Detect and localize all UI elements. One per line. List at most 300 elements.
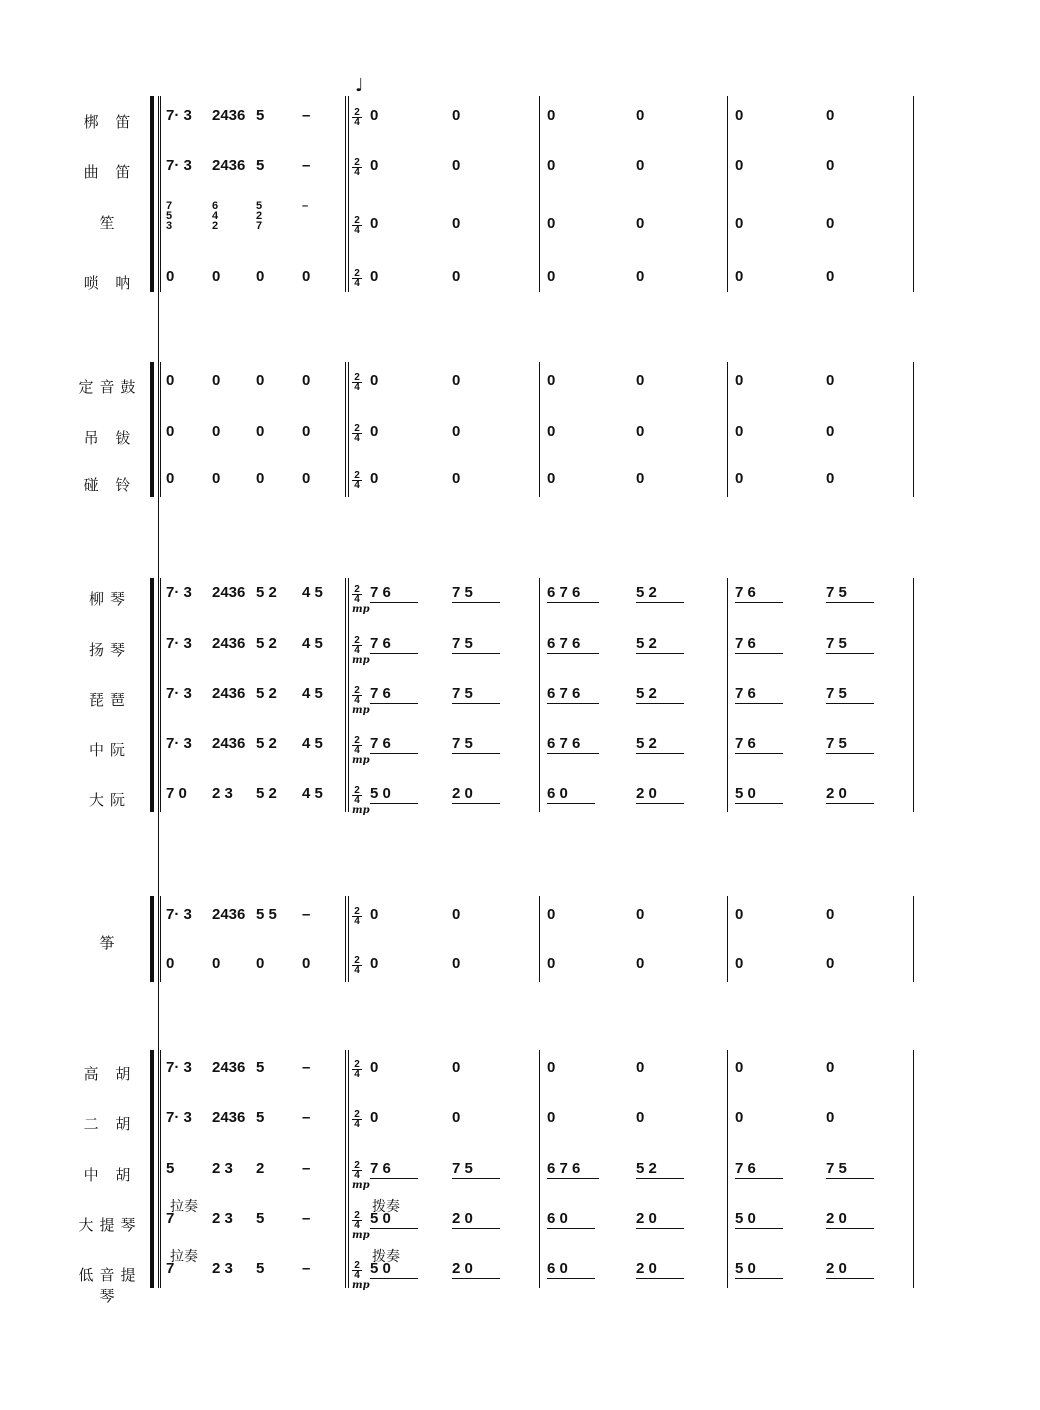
double-barline [348,362,349,497]
pizz-marking: 拨奏 [372,1199,400,1215]
time-signature [352,216,362,235]
time-signature-denominator: 4 [352,1270,362,1280]
note-cell: – [302,906,311,923]
note-cell: 7 6 [735,685,756,702]
barline [913,96,914,292]
underline [735,653,783,654]
note-cell: 5 2 [256,635,277,652]
time-signature-numerator: 2 [354,1210,360,1221]
note-cell: – [302,1059,311,1076]
underline [370,1228,418,1229]
note-cell: 0 [826,268,835,285]
note-cell: 0 [547,1059,556,1076]
note-cell: 0 [826,906,835,923]
quarter-note-icon: ♩ [355,75,367,96]
underline [826,1228,874,1229]
time-signature-numerator: 2 [354,372,360,383]
barline [727,1050,728,1288]
note-cell: 0 [166,268,175,285]
underline [370,653,418,654]
system-barline [160,578,161,812]
note-cell: 7· 3 [166,107,192,124]
underline [735,703,783,704]
instrument-label: 大提琴 [78,1216,142,1234]
time-signature-numerator: 2 [354,157,360,168]
underline [547,803,595,804]
note-cell: 7 5 [452,685,473,702]
note-cell: 2436 [212,635,246,652]
note-cell: 7 6 [370,685,391,702]
note-cell: 5 0 [735,1260,756,1277]
note-cell: – [302,107,311,124]
dynamic-marking: mp [352,755,370,766]
note-cell: 7 6 [370,635,391,652]
note-cell: 0 [370,1059,379,1076]
underline [826,1278,874,1279]
note-cell: 5 0 [735,785,756,802]
note-cell: 7 6 [735,584,756,601]
note-cell: 4 5 [302,635,323,652]
note-cell: 0 [256,955,265,972]
tempo-marking [355,75,367,96]
time-signature [352,1211,362,1230]
note-cell: 5 0 [735,1210,756,1227]
note-cell: 0 [212,423,221,440]
underline [452,1228,500,1229]
time-signature-numerator: 2 [354,735,360,746]
note-cell: 0 [452,423,461,440]
note-cell: 6 7 6 [547,1160,581,1177]
time-signature-numerator: 2 [354,268,360,279]
barline [913,1050,914,1288]
barline [727,896,728,982]
note-cell: 2436 [212,735,246,752]
time-signature [352,585,362,604]
note-cell: 0 [302,423,311,440]
score-spine [158,96,159,1288]
note-cell: 0 [636,268,645,285]
note-cell: 5 2 [636,584,657,601]
time-signature [352,424,362,443]
note-cell: 7 6 [370,584,391,601]
note-cell: 0 [547,470,556,487]
barline [727,96,728,292]
note-cell: 7 6 [735,1160,756,1177]
note-cell: 7· 3 [166,906,192,923]
time-signature [352,108,362,127]
instrument-label: 唢 呐 [83,274,137,292]
time-signature [352,736,362,755]
note-cell: 5 5 [256,906,277,923]
note-cell: 0 [370,157,379,174]
time-signature-denominator: 4 [352,382,362,392]
note-cell: 6 4 2 [212,200,219,232]
note-cell: 0 [826,157,835,174]
note-cell: 7 5 [826,635,847,652]
note-cell: 2 [256,1160,265,1177]
time-signature [352,636,362,655]
underline [826,703,874,704]
time-signature-denominator: 4 [352,1119,362,1129]
instrument-label: 大阮 [88,791,131,809]
underline [547,653,599,654]
note-cell: 0 [636,1059,645,1076]
note-cell: 7· 3 [166,1059,192,1076]
time-signature-numerator: 2 [354,635,360,646]
note-cell: 0 [636,107,645,124]
note-cell: 0 [636,906,645,923]
system-bracket [150,1050,154,1288]
note-cell: 7· 3 [166,635,192,652]
barline [539,1050,540,1288]
barline [539,578,540,812]
note-cell: 0 [547,955,556,972]
note-cell: 0 [452,107,461,124]
note-cell: 0 [826,470,835,487]
note-cell: 0 [370,372,379,389]
note-cell: 0 [212,955,221,972]
underline [826,653,874,654]
instrument-label: 定音鼓 [78,378,142,396]
underline [547,1228,595,1229]
note-cell: 0 [735,1109,744,1126]
double-barline [345,896,346,982]
double-barline [345,1050,346,1288]
note-cell: 7· 3 [166,584,192,601]
system-barline [160,362,161,497]
note-cell: 2436 [212,107,246,124]
note-cell: 5 [256,107,265,124]
underline [452,753,500,754]
time-signature-denominator: 4 [352,916,362,926]
note-cell: 7 5 [452,735,473,752]
note-cell: 5 2 [636,635,657,652]
note-cell: 0 [212,470,221,487]
underline [636,653,684,654]
underline [370,602,418,603]
note-cell: 7 6 [735,635,756,652]
time-signature [352,1261,362,1280]
note-cell: 5 0 [370,785,391,802]
barline [913,896,914,982]
barline [539,362,540,497]
instrument-label: 中阮 [88,741,131,759]
underline [452,1178,500,1179]
note-cell: 7 [166,1210,175,1227]
note-cell: 7 5 [452,635,473,652]
time-signature-numerator: 2 [354,906,360,917]
note-cell: 7· 3 [166,1109,192,1126]
note-cell: 7 5 [826,584,847,601]
note-cell: 7 5 [826,735,847,752]
note-cell: 0 [636,1109,645,1126]
underline [636,602,684,603]
note-cell: 2 3 [212,1160,233,1177]
underline [826,753,874,754]
note-cell: 0 [735,268,744,285]
note-cell: 0 [370,470,379,487]
time-signature [352,1060,362,1079]
note-cell: 5 0 [370,1260,391,1277]
note-cell: 0 [452,157,461,174]
note-cell: 0 [735,470,744,487]
note-cell: 0 [547,268,556,285]
time-signature-numerator: 2 [354,1160,360,1171]
time-signature [352,686,362,705]
time-signature [352,1110,362,1129]
time-signature-denominator: 4 [352,695,362,705]
note-cell: 6 7 6 [547,735,581,752]
note-cell: 5 0 [370,1210,391,1227]
instrument-label: 柳琴 [88,590,131,608]
note-cell: – [302,1109,311,1126]
underline [735,602,783,603]
instrument-label: 高 胡 [83,1065,137,1083]
note-cell: 0 [735,107,744,124]
note-cell: 4 5 [302,685,323,702]
note-cell: 2 0 [636,1260,657,1277]
double-barline [345,96,346,292]
arco-marking: 拉奏 [170,1199,198,1215]
underline [636,753,684,754]
double-barline [348,578,349,812]
time-signature-denominator: 4 [352,1069,362,1079]
underline [735,1228,783,1229]
instrument-label: 扬琴 [88,641,131,659]
time-signature-denominator: 4 [352,167,362,177]
note-cell: 2436 [212,685,246,702]
dynamic-marking: mp [352,705,370,716]
note-cell: 0 [826,107,835,124]
note-cell: 0 [452,1109,461,1126]
underline [735,753,783,754]
note-cell: 5 2 [256,785,277,802]
double-barline [348,1050,349,1288]
barline [913,362,914,497]
system-bracket [150,578,154,812]
note-cell: 0 [547,423,556,440]
underline [636,1228,684,1229]
underline [370,753,418,754]
double-barline [348,896,349,982]
note-cell: 7 6 [370,1160,391,1177]
note-cell: 5 2 [256,584,277,601]
barline [913,578,914,812]
note-cell: 4 5 [302,584,323,601]
note-cell: 0 [302,372,311,389]
underline [826,803,874,804]
time-signature-numerator: 2 [354,584,360,595]
note-cell: 0 [370,906,379,923]
note-cell: – [302,1160,311,1177]
time-signature-denominator: 4 [352,433,362,443]
time-signature-denominator: 4 [352,1220,362,1230]
dynamic-marking: mp [352,1230,370,1241]
system-barline [160,896,161,982]
note-cell: 0 [547,906,556,923]
note-cell: 5 [166,1160,175,1177]
time-signature-numerator: 2 [354,215,360,226]
note-cell: 0 [636,372,645,389]
note-cell: 7 5 3 [166,200,173,232]
note-cell: – [302,157,311,174]
instrument-label: 梆 笛 [83,113,137,131]
time-signature-numerator: 2 [354,785,360,796]
time-signature [352,158,362,177]
barline [539,896,540,982]
note-cell: 0 [370,107,379,124]
note-cell: 6 0 [547,785,568,802]
note-cell: 2436 [212,906,246,923]
note-cell: 2 0 [452,785,473,802]
note-cell: 7 [166,1260,175,1277]
note-cell: 0 [547,1109,556,1126]
underline [547,602,599,603]
note-cell: 5 [256,1210,265,1227]
note-cell: 0 [826,423,835,440]
time-signature-denominator: 4 [352,594,362,604]
note-cell: 5 2 [636,1160,657,1177]
time-signature-numerator: 2 [354,685,360,696]
double-barline [348,96,349,292]
note-cell: 0 [370,955,379,972]
time-signature [352,373,362,392]
underline [547,1278,595,1279]
note-cell: 0 [636,955,645,972]
note-cell: – [302,1210,311,1227]
note-cell: 2 0 [452,1210,473,1227]
note-cell: 0 [452,268,461,285]
note-cell: 6 0 [547,1210,568,1227]
time-signature-denominator: 4 [352,795,362,805]
time-signature-numerator: 2 [354,1109,360,1120]
note-cell: 0 [166,372,175,389]
time-signature [352,471,362,490]
note-cell: 0 [302,470,311,487]
note-cell: 0 [212,372,221,389]
underline [735,1178,783,1179]
note-cell: 7 5 [452,1160,473,1177]
underline [636,803,684,804]
note-cell: 0 [735,157,744,174]
underline [452,803,500,804]
note-cell: 0 [302,955,311,972]
note-cell: 2436 [212,1059,246,1076]
note-cell: 4 5 [302,735,323,752]
note-cell: 2 0 [636,1210,657,1227]
instrument-label: 筝 [99,934,121,952]
dynamic-marking: mp [352,805,370,816]
note-cell: 0 [826,1059,835,1076]
note-cell: 0 [452,955,461,972]
note-cell: 0 [826,215,835,232]
note-cell: 0 [636,470,645,487]
note-cell: 2436 [212,157,246,174]
note-cell: 0 [826,1109,835,1126]
note-cell: 7 5 [826,685,847,702]
note-cell: 0 [256,372,265,389]
note-cell: – [302,200,309,212]
dynamic-marking: mp [352,1280,370,1291]
time-signature-denominator: 4 [352,117,362,127]
time-signature [352,1161,362,1180]
note-cell: 0 [212,268,221,285]
note-cell: 5 [256,1109,265,1126]
note-cell: 5 2 [256,735,277,752]
system-bracket [150,362,154,497]
note-cell: 0 [735,1059,744,1076]
note-cell: 0 [826,372,835,389]
dynamic-marking: mp [352,1180,370,1191]
time-signature-denominator: 4 [352,480,362,490]
note-cell: 0 [636,215,645,232]
underline [547,1178,599,1179]
pizz-marking: 拨奏 [372,1249,400,1265]
system-barline [160,1050,161,1288]
underline [370,1178,418,1179]
instrument-label: 低音提琴 [78,1266,142,1305]
time-signature-numerator: 2 [354,1059,360,1070]
underline [636,1278,684,1279]
note-cell: 0 [735,372,744,389]
time-signature [352,269,362,288]
barline [727,578,728,812]
time-signature-denominator: 4 [352,965,362,975]
instrument-label: 碰 铃 [83,476,137,494]
note-cell: 5 [256,1260,265,1277]
underline [636,703,684,704]
system-bracket [150,96,154,292]
time-signature-numerator: 2 [354,470,360,481]
underline [826,602,874,603]
note-cell: 0 [166,470,175,487]
note-cell: 0 [370,215,379,232]
system-bracket [150,896,154,982]
note-cell: 2 0 [826,1210,847,1227]
note-cell: 6 7 6 [547,685,581,702]
note-cell: 5 [256,1059,265,1076]
dynamic-marking: mp [352,604,370,615]
time-signature-denominator: 4 [352,645,362,655]
underline [547,753,599,754]
note-cell: 7 5 [826,1160,847,1177]
time-signature [352,956,362,975]
note-cell: 0 [547,107,556,124]
system-barline [160,96,161,292]
note-cell: 0 [256,268,265,285]
underline [636,1178,684,1179]
note-cell: 2 3 [212,1260,233,1277]
note-cell: 6 7 6 [547,584,581,601]
note-cell: 0 [735,906,744,923]
note-cell: 0 [452,215,461,232]
note-cell: 0 [302,268,311,285]
arco-marking: 拉奏 [170,1249,198,1265]
note-cell: 2 0 [826,785,847,802]
time-signature [352,907,362,926]
time-signature-numerator: 2 [354,955,360,966]
note-cell: 2 0 [452,1260,473,1277]
note-cell: 0 [547,372,556,389]
instrument-label: 吊 钹 [83,429,137,447]
underline [452,703,500,704]
note-cell: 2436 [212,584,246,601]
note-cell: 5 2 [256,685,277,702]
underline [452,602,500,603]
note-cell: 2436 [212,1109,246,1126]
note-cell: 0 [452,470,461,487]
note-cell: 0 [256,470,265,487]
